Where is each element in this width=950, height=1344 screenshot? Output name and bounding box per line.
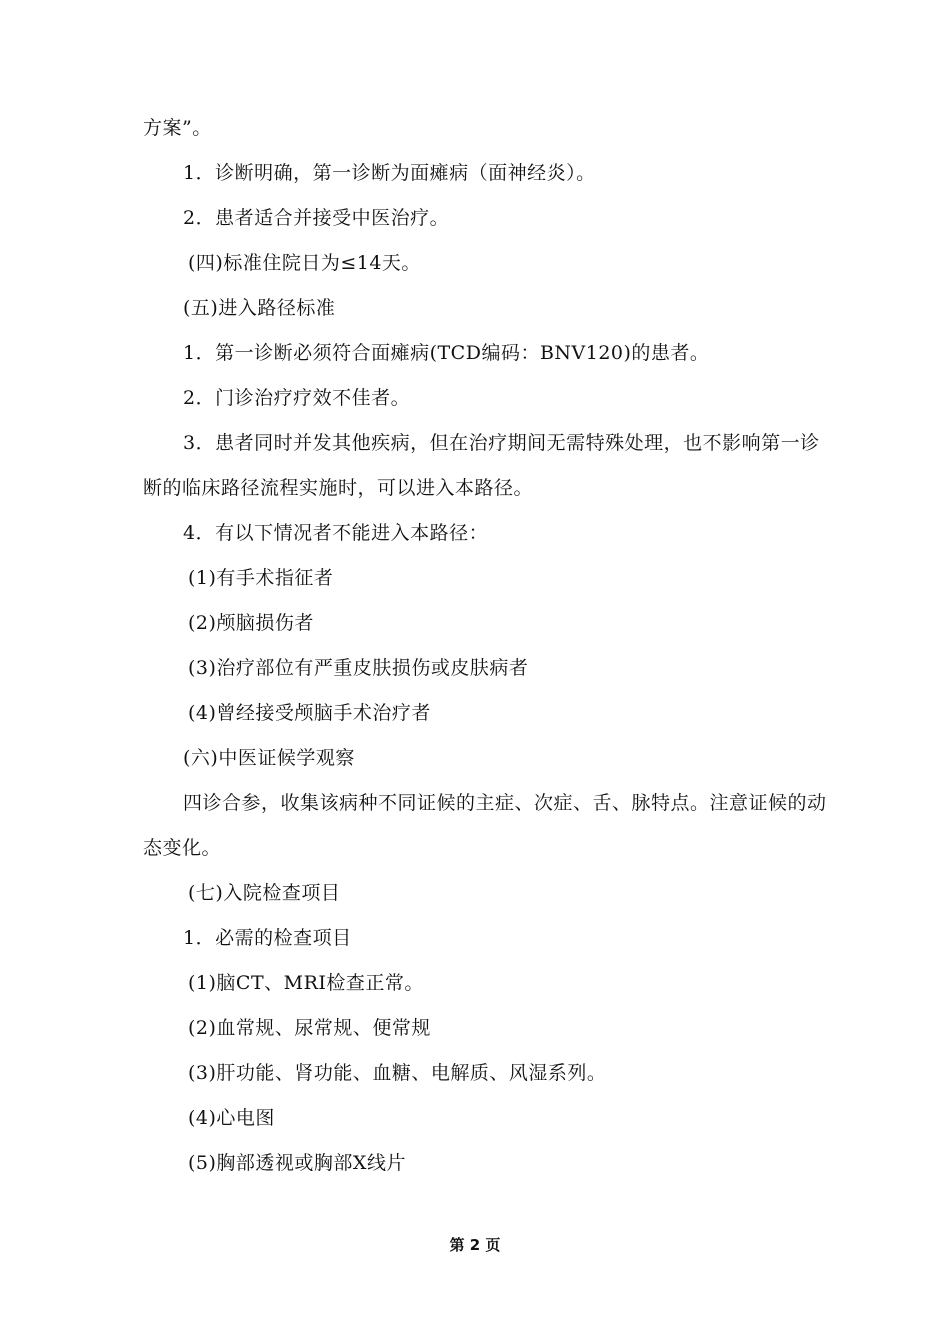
list-item: (3)肝功能、肾功能、血糖、电解质、风湿系列。: [188, 1062, 607, 1084]
text-line: 2．患者适合并接受中医治疗。: [183, 207, 450, 229]
section-heading: (七)入院检查项目: [188, 882, 341, 904]
list-item: (2)血常规、尿常规、便常规: [188, 1017, 431, 1039]
text-line: 1．第一诊断必须符合面瘫病(TCD编码：BNV120)的患者。: [183, 342, 710, 364]
text-line: 方案”。: [143, 117, 212, 139]
list-item: (1)脑CT、MRI检查正常。: [188, 972, 424, 994]
text-line: 1．诊断明确，第一诊断为面瘫病（面神经炎）。: [183, 162, 596, 184]
text-line: 3．患者同时并发其他疾病，但在治疗期间无需特殊处理，也不影响第一诊: [183, 432, 820, 454]
list-item: (4)心电图: [188, 1107, 275, 1129]
section-heading: (五)进入路径标准: [183, 297, 336, 319]
text-line: 1．必需的检查项目: [183, 927, 352, 949]
text-line: 四诊合参，收集该病种不同证候的主症、次症、舌、脉特点。注意证候的动: [183, 792, 827, 814]
list-item: (2)颅脑损伤者: [188, 612, 314, 634]
list-item: (5)胸部透视或胸部X线片: [188, 1152, 406, 1174]
list-item: (1)有手术指征者: [188, 567, 334, 589]
list-item: (3)治疗部位有严重皮肤损伤或皮肤病者: [188, 657, 529, 679]
text-line: 断的临床路径流程实施时，可以进入本路径。: [143, 477, 534, 499]
list-item: (4)曾经接受颅脑手术治疗者: [188, 702, 431, 724]
text-line: 态变化。: [143, 837, 222, 859]
section-heading: (六)中医证候学观察: [183, 747, 355, 769]
text-line: 2．门诊治疗疗效不佳者。: [183, 387, 411, 409]
section-heading: (四)标准住院日为≤14天。: [188, 252, 421, 274]
text-line: 4．有以下情况者不能进入本路径：: [183, 522, 489, 544]
page-number: 第 2 页: [449, 1236, 501, 1254]
